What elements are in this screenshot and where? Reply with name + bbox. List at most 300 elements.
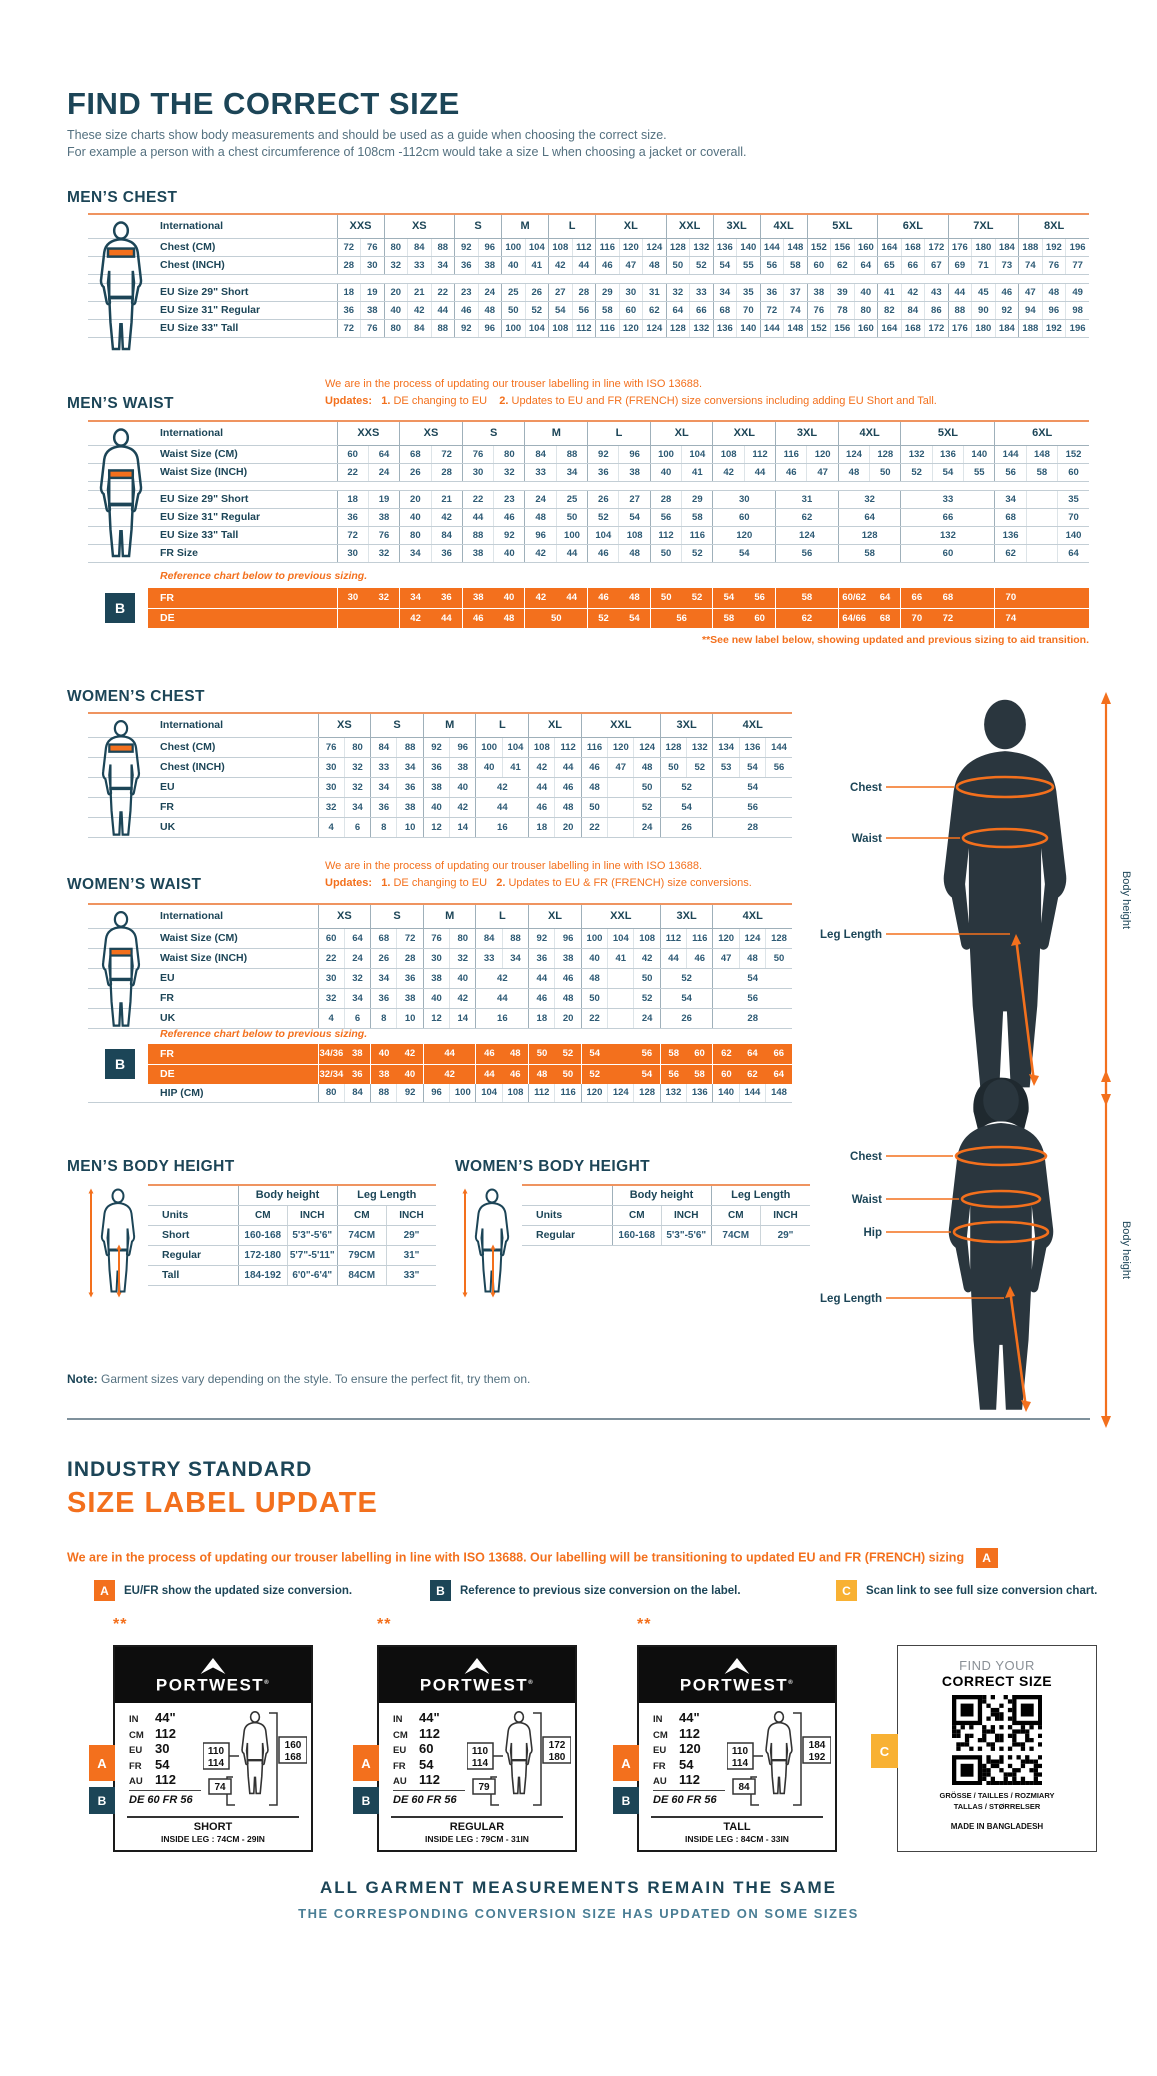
measure-value: 54	[679, 1756, 694, 1772]
womens-chest-heading: WOMEN’S CHEST	[67, 688, 205, 705]
size-cell: 18	[337, 490, 368, 508]
mens-body-height-table	[148, 1184, 436, 1286]
size-cell: 152	[807, 238, 831, 256]
size-cell: 32	[494, 463, 525, 481]
size-cell: 54	[932, 463, 963, 481]
size-cell: 54	[634, 1064, 660, 1084]
size-cell: 25	[502, 283, 526, 301]
table-row	[88, 757, 792, 777]
mens-footnote: **See new label below, showing updated and previous sizing to aid transition.	[702, 634, 1089, 646]
size-cell: 56	[713, 797, 792, 817]
svg-text:114: 114	[207, 1758, 225, 1769]
size-cell: 64	[368, 445, 399, 463]
size-cell: 104	[476, 1084, 502, 1102]
size-cell: 28	[431, 463, 462, 481]
size-cell	[1026, 588, 1057, 608]
size-cell: 160	[854, 238, 878, 256]
size-cell: 72	[431, 445, 462, 463]
size-cell: 96	[619, 445, 650, 463]
size-cell: 48	[634, 757, 660, 777]
svg-text:Chest: Chest	[850, 782, 882, 794]
unit-cell: INCH	[288, 1205, 338, 1225]
mens-reference-note: Reference chart below to previous sizing.	[160, 570, 368, 582]
row-label: HIP (CM)	[88, 1084, 318, 1102]
size-cell: 38	[462, 544, 493, 562]
unit-cell: CM	[612, 1205, 662, 1225]
size-cell: 46	[494, 508, 525, 526]
size-cell: 54	[713, 777, 792, 797]
womens-body-height-icon	[462, 1184, 517, 1307]
size-cell: 60	[713, 508, 776, 526]
value-cell: 84CM	[337, 1265, 387, 1285]
size-cell: 96	[478, 319, 502, 337]
portwest-diamond-icon	[200, 1658, 226, 1674]
size-cell: 36	[337, 301, 361, 319]
size-cell: 96	[478, 238, 502, 256]
size-cell: 50	[555, 1064, 581, 1084]
size-cell: 28	[713, 817, 792, 837]
measure-unit: CM	[653, 1729, 668, 1741]
legend-item-a	[94, 1580, 352, 1601]
size-cell: 58	[776, 588, 839, 608]
group-header: Body height	[612, 1185, 711, 1205]
legend-c-text: Scan link to see full size conversion chart.	[866, 1584, 1098, 1597]
size-cell: 144	[995, 445, 1026, 463]
womens-waist-heading: WOMEN’S WAIST	[67, 876, 202, 893]
body-height-icon	[88, 1184, 143, 1307]
size-cell: 112	[572, 319, 596, 337]
body-height-row	[148, 1245, 436, 1265]
size-cell: 47	[1019, 283, 1043, 301]
size-cell: 42	[431, 508, 462, 526]
size-cell: 50	[660, 757, 686, 777]
measure-value: 60	[419, 1741, 434, 1756]
size-cell: 10	[397, 1008, 423, 1028]
size-cell: 136	[687, 1084, 713, 1102]
size-cell: 58	[784, 256, 808, 274]
size-cell: 66	[901, 256, 925, 274]
size-cell: 34	[713, 283, 737, 301]
size-cell: 42	[525, 588, 556, 608]
size-cell: 100	[476, 737, 502, 757]
size-cell: 132	[660, 1084, 686, 1102]
empty-cell	[148, 1185, 238, 1205]
person-outline-icon	[90, 428, 152, 565]
size-cell: 50	[581, 988, 607, 1008]
size-cell: 108	[502, 1084, 528, 1102]
size-cell: 46	[462, 608, 493, 628]
svg-text:Leg Length: Leg Length	[820, 929, 882, 941]
size-cell: 56	[995, 463, 1026, 481]
row-label: DE	[148, 608, 337, 628]
card-footer	[391, 1816, 563, 1844]
size-cell: 108	[713, 445, 744, 463]
size-group-header: L	[588, 421, 651, 445]
measure-value: 112	[155, 1725, 176, 1741]
size-cell: 50	[502, 301, 526, 319]
size-cell: 124	[643, 238, 667, 256]
table-row	[88, 928, 792, 948]
row-label: DE	[148, 1064, 318, 1084]
size-cell: 77	[1066, 256, 1090, 274]
b-badge: B	[105, 593, 135, 623]
size-cell: 50	[650, 544, 681, 562]
size-group-header: M	[525, 421, 588, 445]
size-cell: 140	[737, 238, 761, 256]
size-cell: 36	[423, 757, 449, 777]
size-cell: 18	[529, 817, 555, 837]
size-cell: 112	[555, 737, 581, 757]
womens-hip-row	[88, 1084, 792, 1103]
size-cell: 124	[643, 319, 667, 337]
size-cell: 60	[1058, 463, 1089, 481]
size-cell: 164	[878, 319, 902, 337]
label-figure	[467, 1707, 571, 1811]
size-group-header: XXL	[581, 904, 660, 928]
size-cell: 18	[337, 283, 361, 301]
size-cell: 34	[431, 256, 455, 274]
size-cell: 104	[502, 737, 528, 757]
table-row	[88, 508, 1089, 526]
body-height-table	[148, 1184, 436, 1286]
size-group-header: XXL	[666, 214, 713, 238]
size-cell: 96	[525, 526, 556, 544]
size-cell: 42	[529, 757, 555, 777]
size-cell: 26	[588, 490, 619, 508]
size-cell: 60	[713, 1064, 739, 1084]
size-group-header: 3XL	[660, 713, 713, 737]
size-cell: 39	[831, 283, 855, 301]
size-cell: 64	[739, 1044, 765, 1064]
size-cell: 144	[760, 319, 784, 337]
size-cell: 72	[932, 608, 963, 628]
measure-value: 44"	[155, 1710, 176, 1725]
size-cell: 40	[476, 757, 502, 777]
size-cell: 96	[555, 928, 581, 948]
measure-value: 54	[155, 1756, 170, 1772]
size-cell: 136	[713, 319, 737, 337]
size-cell: 36	[529, 948, 555, 968]
row-label: EU Size 29" Short	[88, 490, 337, 508]
size-cell: 44	[555, 757, 581, 777]
industry-standard-heading: INDUSTRY STANDARD	[67, 1458, 313, 1481]
size-cell: 132	[901, 445, 932, 463]
size-cell: 134	[713, 737, 739, 757]
size-cell: 42	[408, 301, 432, 319]
size-cell: 42	[525, 544, 556, 562]
size-cell: 40	[650, 463, 681, 481]
size-group-header: S	[371, 713, 424, 737]
size-group-header: XL	[529, 904, 582, 928]
row-label: Waist Size (CM)	[88, 445, 337, 463]
size-cell: 50	[634, 777, 660, 797]
svg-text:74: 74	[214, 1782, 226, 1793]
size-cell: 96	[423, 1084, 449, 1102]
size-cell: 68	[932, 588, 963, 608]
size-cell: 32	[318, 988, 344, 1008]
size-cell: 42	[713, 463, 744, 481]
size-cell: 76	[462, 445, 493, 463]
measure-value: 30	[155, 1741, 170, 1756]
size-cell: 50	[666, 256, 690, 274]
size-cell: 116	[596, 319, 620, 337]
legend-item-b	[430, 1580, 741, 1601]
mens-waist-table	[88, 420, 1089, 563]
measure-row	[653, 1772, 700, 1787]
size-cell: 92	[397, 1084, 423, 1102]
size-cell: 136	[739, 737, 765, 757]
size-cell: 88	[502, 928, 528, 948]
size-cell: 124	[776, 526, 839, 544]
update-1-text: DE changing to EU	[393, 395, 488, 407]
size-cell: 68	[995, 508, 1026, 526]
size-cell: 100	[450, 1084, 476, 1102]
size-cell: 100	[502, 319, 526, 337]
svg-text:160: 160	[284, 1740, 302, 1751]
size-cell: 38	[368, 508, 399, 526]
size-cell: 92	[455, 319, 479, 337]
svg-text:110: 110	[207, 1746, 225, 1757]
size-cell: 58	[682, 508, 713, 526]
size-cell: 112	[529, 1084, 555, 1102]
table-row	[88, 301, 1089, 319]
measure-row	[129, 1710, 176, 1725]
updates-label: Updates:	[325, 877, 373, 889]
size-cell: 136	[932, 445, 963, 463]
size-cell: 20	[555, 817, 581, 837]
size-cell: 50	[556, 508, 587, 526]
size-cell	[608, 988, 634, 1008]
row-label: Short	[148, 1225, 238, 1245]
size-cell: 24	[344, 948, 370, 968]
size-cell: 80	[318, 1084, 344, 1102]
table-row	[88, 777, 792, 797]
size-cell: 30	[337, 588, 368, 608]
size-cell: 38	[555, 948, 581, 968]
table-row	[88, 283, 1089, 301]
measure-value: 120	[679, 1741, 701, 1756]
size-cell: 54	[660, 988, 713, 1008]
size-cell: 12	[423, 817, 449, 837]
size-cell: 78	[831, 301, 855, 319]
value-cell: 29"	[761, 1225, 811, 1245]
size-group-header: XL	[650, 421, 713, 445]
size-cell: 46	[502, 1064, 528, 1084]
table-row	[88, 988, 792, 1008]
size-cell: 180	[972, 238, 996, 256]
measure-row	[393, 1741, 433, 1756]
size-cell: 34	[344, 988, 370, 1008]
size-group-header: XS	[318, 904, 371, 928]
update-1-num: 1.	[381, 395, 391, 407]
row-label: Waist Size (INCH)	[88, 948, 318, 968]
size-cell: 55	[737, 256, 761, 274]
c-badge: C	[836, 1580, 857, 1601]
b-badge: B	[105, 1049, 135, 1079]
row-label: Chest (INCH)	[88, 757, 318, 777]
size-cell: 22	[318, 948, 344, 968]
size-cell: 52	[687, 757, 713, 777]
womens-body-height-table	[522, 1184, 810, 1246]
mens-chest-heading: MEN’S CHEST	[67, 189, 178, 206]
value-cell: 6'0"-6'4"	[288, 1265, 338, 1285]
size-cell: 100	[502, 238, 526, 256]
footer-line-1: ALL GARMENT MEASUREMENTS REMAIN THE SAME	[320, 1878, 837, 1897]
size-cell: 73	[995, 256, 1019, 274]
size-cell: 60	[807, 256, 831, 274]
size-cell: 188	[1019, 319, 1043, 337]
table-row	[88, 797, 792, 817]
measure-row	[129, 1726, 176, 1741]
size-cell: 132	[687, 737, 713, 757]
updates-label: Updates:	[325, 395, 373, 407]
size-cell: 32	[368, 544, 399, 562]
size-cell: 32	[666, 283, 690, 301]
size-group-header: XXS	[337, 214, 384, 238]
size-cell: 36	[588, 463, 619, 481]
size-cell: 58	[687, 1064, 713, 1084]
size-group-header: M	[423, 904, 476, 928]
size-cell: 42	[423, 1064, 476, 1084]
size-cell	[964, 588, 995, 608]
size-cell: 46	[687, 948, 713, 968]
qr-find-your: FIND YOUR	[959, 1658, 1035, 1673]
size-cell: 44	[529, 777, 555, 797]
measure-value: 112	[679, 1772, 700, 1787]
industry-paragraph-text: We are in the process of updating our trouser labelling in line with ISO 13688. Our labelling will be transitioning to updated EU and FR (FRENCH) sizing	[67, 1550, 965, 1565]
size-cell: 120	[619, 319, 643, 337]
size-cell: 4	[318, 1008, 344, 1028]
intro-line-1: These size charts show body measurements and should be used as a guide when choosing the correct size.	[67, 128, 667, 142]
value-cell: 172-180	[238, 1245, 288, 1265]
size-cell: 48	[525, 508, 556, 526]
size-cell: 56	[776, 544, 839, 562]
womens-reference-note: Reference chart below to previous sizing.	[160, 1028, 368, 1040]
size-cell: 100	[581, 928, 607, 948]
size-cell: 144	[760, 238, 784, 256]
size-cell: 34	[556, 463, 587, 481]
size-cell: 84	[525, 445, 556, 463]
a-badge: A	[94, 1580, 115, 1601]
size-cell: 38	[807, 283, 831, 301]
mens-waist-note	[325, 376, 1095, 410]
size-cell: 80	[494, 445, 525, 463]
body-height-row	[522, 1225, 810, 1245]
table-row	[88, 1084, 792, 1102]
size-group-header: 4XL	[713, 713, 792, 737]
size-group-header: XL	[596, 214, 667, 238]
size-cell: 196	[1066, 319, 1090, 337]
size-cell: 74	[995, 608, 1026, 628]
svg-text:84: 84	[738, 1782, 750, 1793]
size-cell: 44	[476, 797, 529, 817]
size-label-update-heading: SIZE LABEL UPDATE	[67, 1487, 378, 1519]
brand-header	[115, 1647, 311, 1703]
size-cell: 44	[572, 256, 596, 274]
group-header: Leg Length	[711, 1185, 810, 1205]
size-cell: 128	[766, 928, 792, 948]
size-group-header: 3XL	[776, 421, 839, 445]
size-group-header: XXS	[337, 421, 400, 445]
size-cell: 52	[660, 777, 713, 797]
size-cell: 94	[1019, 301, 1043, 319]
size-cell: 42	[400, 608, 431, 628]
size-cell: 100	[650, 445, 681, 463]
size-group-header: 6XL	[878, 214, 949, 238]
b-badge: B	[430, 1580, 451, 1601]
size-cell: 80	[344, 737, 370, 757]
section-divider	[67, 1418, 1090, 1420]
size-cell: 108	[634, 928, 660, 948]
person-outline-icon	[90, 221, 152, 358]
size-cell: 52	[525, 301, 549, 319]
unit-cell: CM	[238, 1205, 288, 1225]
size-cell: 104	[608, 928, 634, 948]
size-cell: 33	[901, 490, 995, 508]
size-group-header: 3XL	[713, 214, 760, 238]
body-height-table	[522, 1184, 810, 1246]
size-cell: 52	[634, 797, 660, 817]
size-cell: 32	[368, 588, 399, 608]
size-group-header: 5XL	[901, 421, 995, 445]
size-cell: 48	[502, 1044, 528, 1064]
size-cell: 30	[318, 757, 344, 777]
size-cell: 41	[502, 757, 528, 777]
size-cell: 27	[549, 283, 573, 301]
size-cell: 19	[361, 283, 385, 301]
size-group-header: 4XL	[838, 421, 901, 445]
size-cell: 70	[901, 608, 932, 628]
size-cell: 32	[838, 490, 901, 508]
size-cell: 42	[450, 797, 476, 817]
size-cell: 80	[450, 928, 476, 948]
size-cell: 40	[581, 948, 607, 968]
size-cell: 54	[739, 757, 765, 777]
size-cell: 58	[713, 608, 744, 628]
size-cell: 41	[608, 948, 634, 968]
size-cell: 34	[400, 544, 431, 562]
size-group-header: 4XL	[713, 904, 792, 928]
size-cell: 70	[737, 301, 761, 319]
measure-row	[653, 1757, 693, 1772]
size-cell: 90	[972, 301, 996, 319]
size-cell: 64	[854, 256, 878, 274]
size-cell: 48	[555, 988, 581, 1008]
size-cell: 45	[972, 283, 996, 301]
size-cell: 69	[948, 256, 972, 274]
size-cell: 54	[713, 968, 792, 988]
iso-note: We are in the process of updating our trouser labelling in line with ISO 13688.	[325, 378, 703, 390]
a-badge: A	[613, 1745, 639, 1781]
size-cell: 84	[408, 238, 432, 256]
group-header-row	[148, 1185, 436, 1205]
size-cell: 42	[634, 948, 660, 968]
size-cell	[1026, 544, 1057, 562]
fit-name: REGULAR	[449, 1821, 505, 1833]
size-cell: 58	[1026, 463, 1057, 481]
table-row	[88, 256, 1089, 274]
size-cell: 184	[995, 238, 1019, 256]
page-title: FIND THE CORRECT SIZE	[67, 86, 460, 121]
size-cell: 46	[588, 544, 619, 562]
svg-text:180: 180	[548, 1752, 566, 1763]
fit-name: SHORT	[193, 1821, 233, 1833]
legend-b-text: Reference to previous size conversion on the label.	[460, 1584, 741, 1597]
size-cell: 44	[556, 544, 587, 562]
person-outline-icon	[90, 911, 152, 1034]
size-cell: 33	[371, 757, 397, 777]
size-cell	[1026, 526, 1057, 544]
